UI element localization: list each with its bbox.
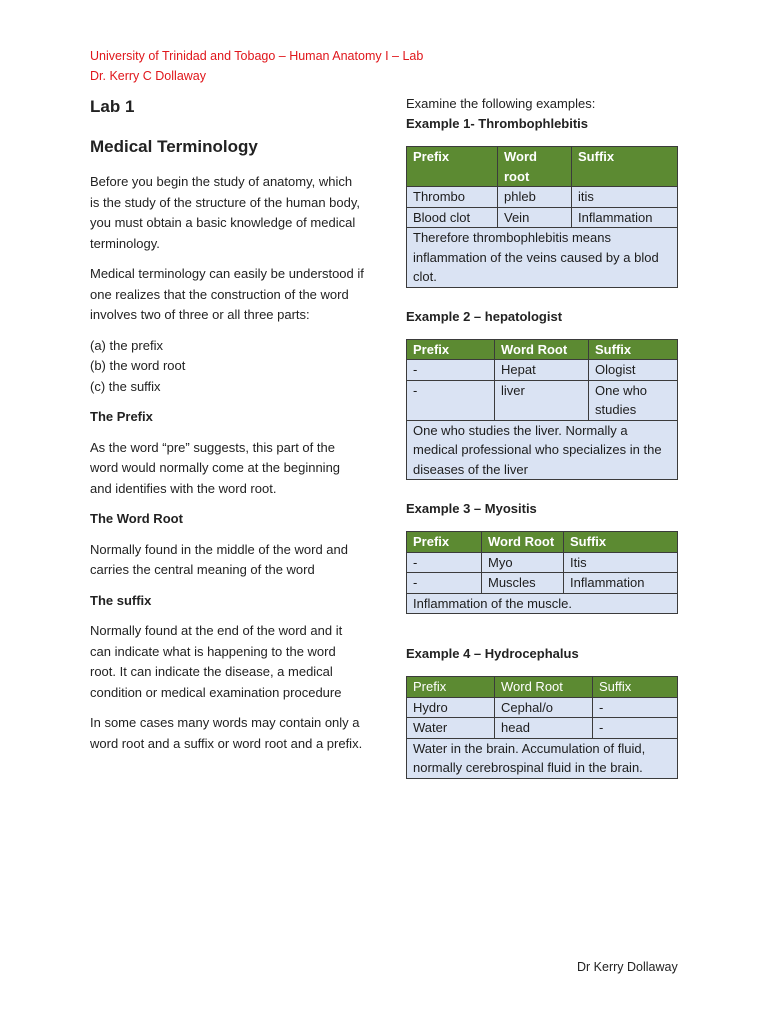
table-note: Water in the brain. Accumulation of fluid, normally cerebrospinal fluid in the brain.	[407, 738, 678, 778]
table-cell: Muscles	[482, 573, 564, 594]
table-row	[407, 697, 678, 718]
part-item: (a) the prefix	[90, 337, 163, 353]
table-cell: Hydro	[407, 697, 495, 718]
page-footer: Dr Kerry Dollaway	[577, 960, 678, 974]
table-cell: -	[407, 573, 482, 594]
intro-paragraph: Before you begin the study of anatomy, which is the study of the structure of the human body, you must obtain a basic knowledge of medical terminology.	[90, 174, 361, 251]
table-cell: Inflammation	[564, 573, 678, 594]
table-cell: -	[593, 718, 678, 739]
table-row	[407, 573, 678, 594]
header-cell: Suffix	[589, 339, 678, 360]
table-cell: -	[407, 360, 495, 381]
table-row	[407, 187, 678, 208]
table-row	[407, 380, 678, 420]
header-cell: Suffix	[564, 532, 678, 553]
table-note: One who studies the liver. Normally a medical professional who specializes in the diseases of the liver	[407, 420, 678, 480]
suffix-paragraph: Normally found at the end of the word and it can indicate what is happening to the word root. It can indicate the disease, a medical condition or medical examination procedure	[90, 623, 343, 700]
header-instructor-line: Dr. Kerry C Dollaway	[90, 69, 206, 83]
table-cell: Itis	[564, 552, 678, 573]
section-title: Medical Terminology	[90, 137, 258, 156]
table-row	[407, 360, 678, 381]
example-1-table	[406, 146, 678, 288]
header-cell: Word Root	[495, 677, 593, 698]
table-header-row	[407, 677, 678, 698]
part-item: (c) the suffix	[90, 378, 161, 394]
right-column	[406, 94, 678, 779]
parts-list	[90, 336, 365, 398]
prefix-paragraph: As the word “pre” suggests, this part of the word would normally come at the beginning and identifies with the word root.	[90, 439, 341, 496]
example-2-title: Example 2 – hepatologist	[406, 308, 563, 324]
table-cell: Ologist	[589, 360, 678, 381]
table-cell: liver	[495, 380, 589, 420]
table-header-row	[407, 339, 678, 360]
table-cell: Inflammation	[572, 207, 678, 228]
left-column	[90, 94, 365, 764]
table-cell: One who studies	[589, 380, 678, 420]
example-1-title: Example 1- Thrombophlebitis	[406, 116, 589, 131]
lab-title: Lab 1	[90, 97, 135, 116]
closing-paragraph: In some cases many words may contain only a word root and a suffix or word root and a prefix.	[90, 715, 363, 751]
header-course-line: University of Trinidad and Tobago – Human Anatomy I – Lab	[90, 49, 424, 63]
header-cell: Word Root	[495, 339, 589, 360]
example-3-table	[406, 531, 678, 614]
example-2-table	[406, 339, 678, 481]
parts-paragraph: Medical terminology can easily be understood if one realizes that the construction of the word involves two of three or all three parts:	[90, 266, 364, 322]
word-root-paragraph: Normally found in the middle of the word and carries the central meaning of the word	[90, 541, 348, 577]
header-cell: Prefix	[407, 339, 495, 360]
word-root-heading: The Word Root	[90, 511, 183, 526]
header-cell: Prefix	[407, 532, 482, 553]
example-4-title: Example 4 – Hydrocephalus	[406, 646, 579, 661]
table-header-row	[407, 532, 678, 553]
table-cell: Thrombo	[407, 187, 498, 208]
header-cell: Suffix	[572, 147, 678, 187]
part-item: (b) the word root	[90, 358, 186, 373]
table-cell: itis	[572, 187, 678, 208]
table-cell: phleb	[498, 187, 572, 208]
header-cell: Word Root	[482, 532, 564, 553]
table-row	[407, 552, 678, 573]
table-row	[407, 718, 678, 739]
table-note-row	[407, 420, 678, 480]
suffix-heading: The suffix	[90, 592, 152, 608]
prefix-heading: The Prefix	[90, 409, 153, 424]
table-cell: Myo	[482, 552, 564, 573]
table-note: Therefore thrombophlebitis means inflammation of the veins caused by a blod clot.	[407, 228, 678, 288]
table-cell: Blood clot	[407, 207, 498, 228]
table-row	[407, 207, 678, 228]
table-cell: Hepat	[495, 360, 589, 381]
examples-intro: Examine the following examples:	[406, 96, 596, 111]
table-header-row	[407, 147, 678, 187]
table-note-row	[407, 228, 678, 288]
example-4-table	[406, 676, 678, 779]
table-cell: -	[407, 552, 482, 573]
table-note: Inflammation of the muscle.	[407, 593, 678, 614]
header-cell: Prefix	[407, 677, 495, 698]
example-3-title: Example 3 – Myositis	[406, 501, 537, 516]
table-cell: Vein	[498, 207, 572, 228]
header-cell: Suffix	[593, 677, 678, 698]
table-cell: head	[495, 718, 593, 739]
header-cell: Word root	[498, 147, 572, 187]
table-cell: -	[593, 697, 678, 718]
table-cell: Water	[407, 718, 495, 739]
table-cell: Cephal/o	[495, 697, 593, 718]
page-header	[90, 46, 423, 86]
table-cell: -	[407, 380, 495, 420]
table-note-row	[407, 593, 678, 614]
header-cell: Prefix	[407, 147, 498, 187]
table-note-row	[407, 738, 678, 778]
